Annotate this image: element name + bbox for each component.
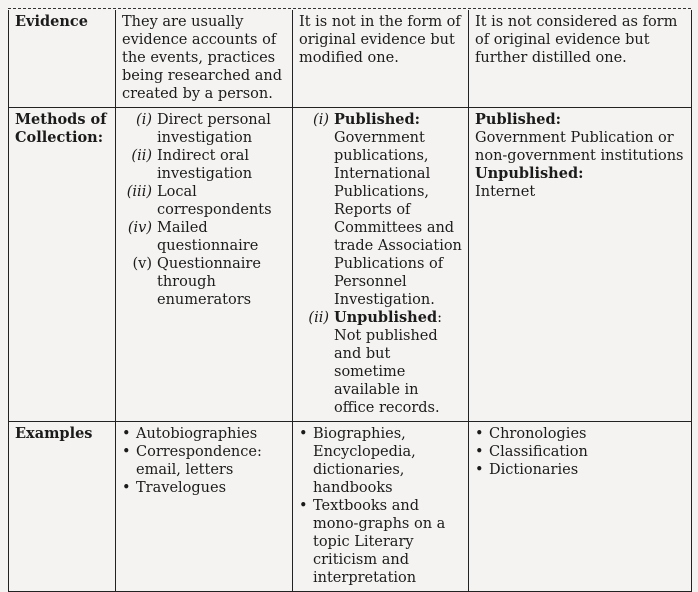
- table-row-evidence: [9, 10, 692, 108]
- list-item: (iv) Mailed questionnaire: [127, 220, 259, 254]
- methods-cell-1: [116, 108, 293, 422]
- published-label: Published:: [334, 111, 421, 128]
- bullet-icon: •: [122, 426, 131, 442]
- top-dashed-rule: [8, 8, 691, 9]
- evidence-table: [8, 10, 692, 592]
- unpublished-label: Unpublished:: [475, 165, 584, 182]
- list-item: • Dictionaries: [475, 462, 579, 478]
- list-item: • Classification: [475, 444, 588, 460]
- list-item: • Travelogues: [122, 480, 227, 496]
- examples-list-3: [475, 425, 685, 479]
- row-head-evidence: Evidence: [9, 10, 116, 108]
- list-item: (i) Published: Government publications, International Publications, Reports of Committees and trade Association Publications of Personnel Investigation.: [313, 111, 462, 308]
- bullet-icon: •: [475, 444, 484, 460]
- evidence-cell-3: It is not considered as form of original evidence but further distilled one.: [469, 10, 692, 108]
- bullet-icon: •: [299, 426, 308, 442]
- list-item: • Textbooks and mono-graphs on a topic Literary criticism and interpretation: [299, 498, 446, 586]
- list-item: • Autobiographies: [122, 426, 258, 442]
- published-text: Government Publication or non-government institutions: [475, 130, 684, 164]
- list-item: (ii) Indirect oral investigation: [131, 148, 253, 182]
- examples-cell-2: [293, 422, 469, 592]
- row-head-methods: Methods of Collection:: [9, 108, 116, 422]
- bullet-icon: •: [299, 498, 308, 514]
- methods-list-2: [299, 111, 462, 417]
- row-head-examples: Examples: [9, 422, 116, 592]
- table-row-methods: [9, 108, 692, 422]
- methods-cell-3: [469, 108, 692, 422]
- published-label: Published:: [475, 111, 562, 128]
- methods-cell-2: [293, 108, 469, 422]
- unpublished-text: Internet: [475, 184, 536, 200]
- evidence-cell-2: It is not in the form of original evidence but modified one.: [293, 10, 469, 108]
- examples-list-2: [299, 425, 462, 587]
- unpublished-label: Unpublished: [334, 309, 438, 326]
- examples-cell-3: [469, 422, 692, 592]
- list-item: (i) Direct personal investigation: [136, 112, 271, 146]
- list-item: (v) Questionnaire through enumerators: [132, 256, 261, 308]
- examples-list-1: [122, 425, 286, 497]
- bullet-icon: •: [122, 444, 131, 460]
- list-item: • Chronologies: [475, 426, 587, 442]
- methods-list-1: [122, 111, 286, 309]
- table-row-examples: [9, 422, 692, 592]
- evidence-cell-1: They are usually evidence accounts of the events, practices being researched and created by a person.: [116, 10, 293, 108]
- list-item: (ii) Unpublished: Not published and but sometime available in office records.: [308, 309, 442, 416]
- list-item: • Correspondence: email, letters: [122, 444, 262, 478]
- examples-cell-1: [116, 422, 293, 592]
- bullet-icon: •: [475, 426, 484, 442]
- bullet-icon: •: [475, 462, 484, 478]
- list-item: (iii) Local correspondents: [126, 184, 272, 218]
- bullet-icon: •: [122, 480, 131, 496]
- list-item: • Biographies, Encyclopedia, dictionaries, handbooks: [299, 426, 416, 496]
